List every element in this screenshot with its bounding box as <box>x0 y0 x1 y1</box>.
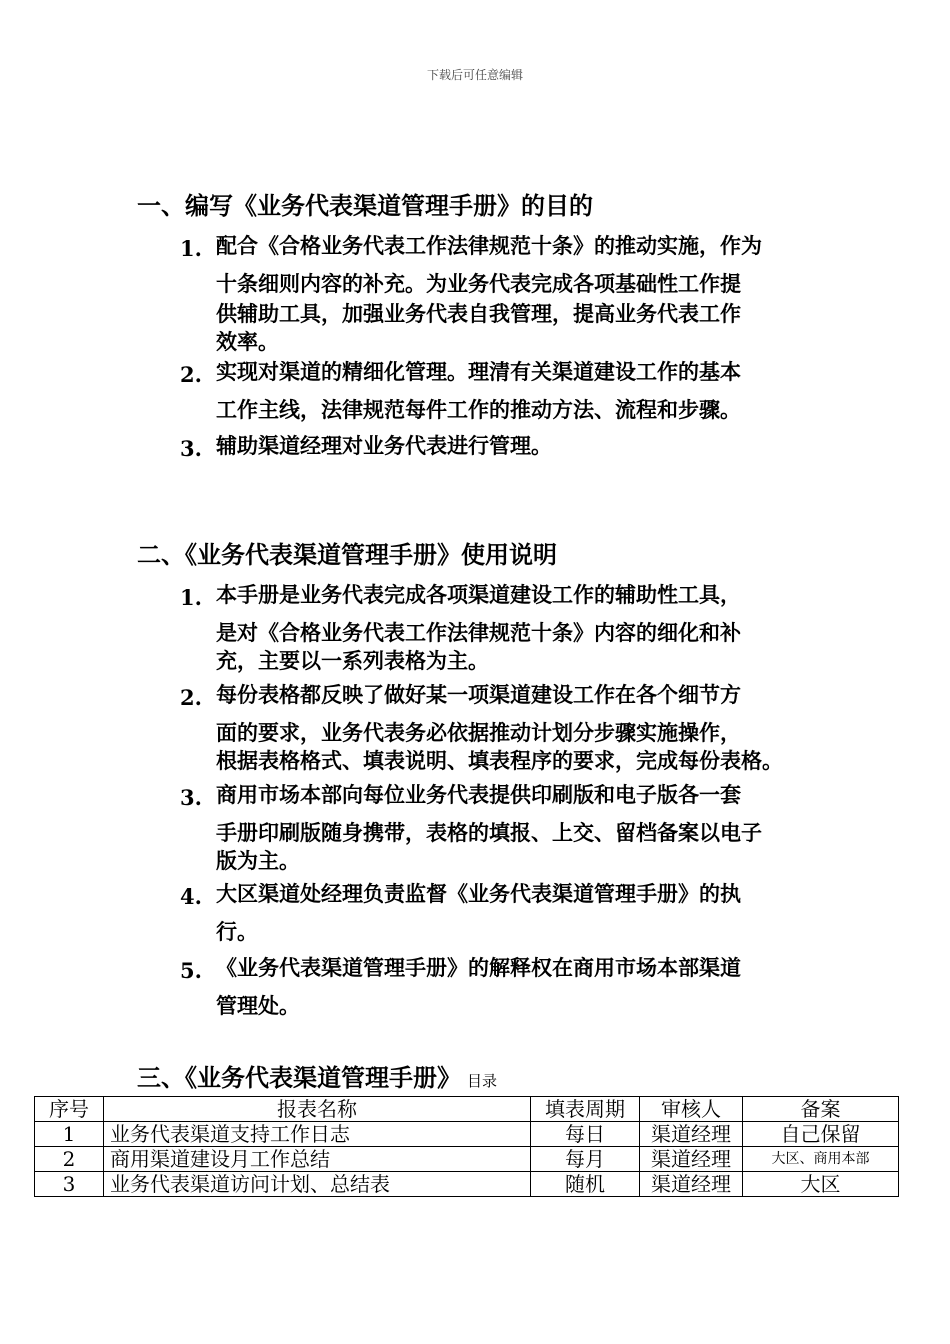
cell-filing: 大区 <box>743 1172 899 1197</box>
list-number: 2. <box>180 685 202 710</box>
list-line: 配合《合格业务代表工作法律规范十条》的推动实施，作为 <box>216 234 762 258</box>
table-row <box>35 1147 899 1172</box>
list-line: 每份表格都反映了做好某一项渠道建设工作在各个细节方 <box>216 683 741 707</box>
section-2-item-5 <box>180 958 840 1017</box>
header-period: 填表周期 <box>531 1097 640 1122</box>
section-1-item-3 <box>180 434 840 461</box>
table-header-row <box>35 1097 899 1122</box>
list-line: 本手册是业务代表完成各项渠道建设工作的辅助性工具， <box>216 583 741 607</box>
list-line: 是对《合格业务代表工作法律规范十条》内容的细化和补 <box>216 621 741 645</box>
cell-index: 1 <box>35 1122 104 1147</box>
cell-reviewer: 渠道经理 <box>640 1172 743 1197</box>
list-line: 《业务代表渠道管理手册》的解释权在商用市场本部渠道 <box>216 956 741 980</box>
cell-period: 随机 <box>531 1172 640 1197</box>
cell-report-name: 业务代表渠道访问计划、总结表 <box>104 1172 531 1197</box>
list-line: 效率。 <box>216 330 279 354</box>
list-line: 大区渠道处经理负责监督《业务代表渠道管理手册》的执 <box>216 882 741 906</box>
table-row <box>35 1122 899 1147</box>
section-2-item-3 <box>180 785 840 872</box>
list-line: 十条细则内容的补充。为业务代表完成各项基础性工作提 <box>216 272 741 296</box>
cell-filing: 大区、商用本部 <box>743 1147 899 1172</box>
list-line: 根据表格格式、填表说明、填表程序的要求，完成每份表格。 <box>216 749 783 773</box>
header-reviewer: 审核人 <box>640 1097 743 1122</box>
list-number: 4. <box>180 884 202 909</box>
cell-reviewer: 渠道经理 <box>640 1147 743 1172</box>
header-index: 序号 <box>35 1097 104 1122</box>
list-number: 1. <box>180 236 202 261</box>
list-number: 3. <box>180 436 202 461</box>
cell-report-name: 商用渠道建设月工作总结 <box>104 1147 531 1172</box>
list-number: 1. <box>180 585 202 610</box>
cell-index: 3 <box>35 1172 104 1197</box>
list-number: 3. <box>180 785 202 810</box>
header-report-name: 报表名称 <box>104 1097 531 1122</box>
section-2-item-4 <box>180 884 840 943</box>
cell-period: 每月 <box>531 1147 640 1172</box>
list-line: 版为主。 <box>216 849 300 873</box>
list-line: 辅助渠道经理对业务代表进行管理。 <box>216 434 552 458</box>
section-2-item-2 <box>180 685 840 772</box>
section-3-title-suffix: 目录 <box>467 1072 498 1090</box>
list-line: 手册印刷版随身携带，表格的填报、上交、留档备案以电子 <box>216 821 762 845</box>
section-3-title-text: 三、《业务代表渠道管理手册》 <box>137 1064 461 1092</box>
list-line: 充，主要以一系列表格为主。 <box>216 649 489 673</box>
list-line: 行。 <box>216 920 258 944</box>
list-line: 供辅助工具，加强业务代表自我管理，提高业务代表工作 <box>216 302 741 326</box>
list-line: 商用市场本部向每位业务代表提供印刷版和电子版各一套 <box>216 783 741 807</box>
section-1-title: 一、编写《业务代表渠道管理手册》的目的 <box>137 192 593 220</box>
list-line: 实现对渠道的精细化管理。理清有关渠道建设工作的基本 <box>216 360 741 384</box>
section-1-item-2 <box>180 362 840 421</box>
section-1-item-1 <box>180 236 840 353</box>
header-filing: 备案 <box>743 1097 899 1122</box>
list-number: 5. <box>180 958 202 983</box>
list-number: 2. <box>180 362 202 387</box>
list-line: 管理处。 <box>216 994 300 1018</box>
cell-reviewer: 渠道经理 <box>640 1122 743 1147</box>
list-line: 工作主线，法律规范每件工作的推动方法、流程和步骤。 <box>216 398 741 422</box>
section-3-title <box>137 1058 497 1093</box>
cell-index: 2 <box>35 1147 104 1172</box>
cell-filing: 自己保留 <box>743 1122 899 1147</box>
list-line: 面的要求，业务代表务必依据推动计划分步骤实施操作， <box>216 721 741 745</box>
section-2-title: 二、《业务代表渠道管理手册》使用说明 <box>137 541 557 569</box>
section-2-item-1 <box>180 585 840 672</box>
table-row <box>35 1172 899 1197</box>
header-note: 下载后可任意编辑 <box>426 68 523 82</box>
cell-report-name: 业务代表渠道支持工作日志 <box>104 1122 531 1147</box>
catalog-table <box>34 1096 899 1197</box>
cell-period: 每日 <box>531 1122 640 1147</box>
